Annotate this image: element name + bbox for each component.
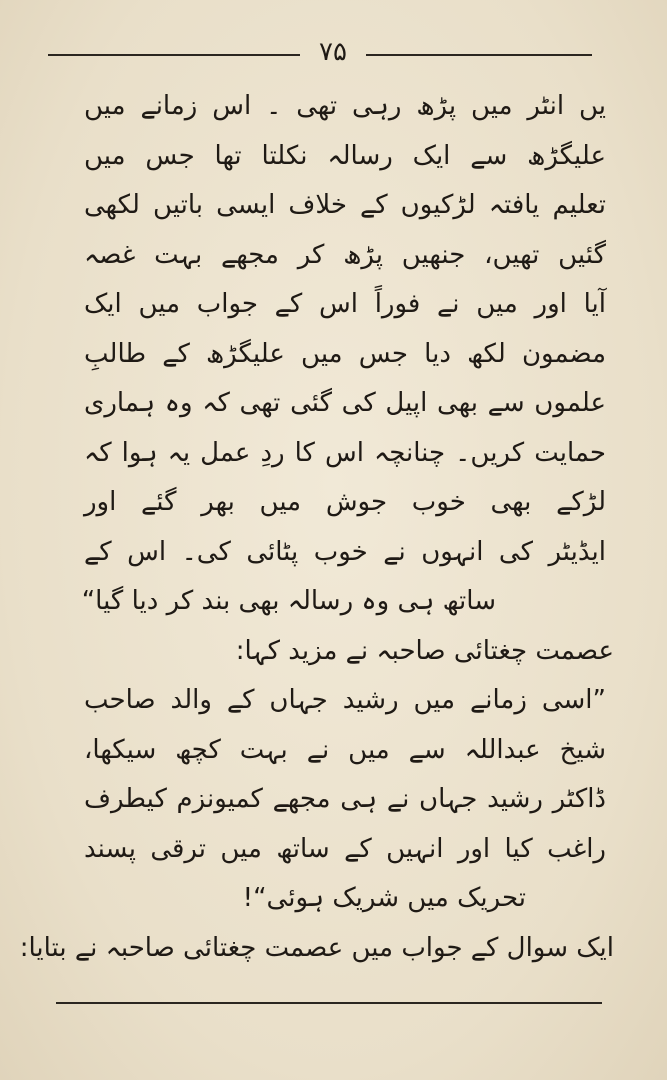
header-rule-right (366, 54, 592, 56)
text-line: لڑکے بھی خوب جوش میں بھر گئے اور (84, 487, 606, 517)
text-line: ساتھ ہی وہ رسالہ بھی بند کر دیا گیا“ (81, 586, 496, 616)
quote-line: ”اسی زمانے میں رشید جہاں کے والد صاحب (84, 685, 606, 715)
page-number: ۷۵ (319, 37, 347, 67)
quote-line: تحریک میں شریک ہوئی“! (242, 883, 526, 913)
quote-intro-line: عصمت چغتائی صاحبہ نے مزید کہا: (235, 635, 614, 666)
text-line: آیا اور میں نے فوراً اس کے جواب میں ایک (84, 289, 606, 319)
text-line: حمایت کریں۔ چنانچہ اس کا ردِ عمل یہ ہوا کہ (84, 437, 606, 468)
text-line: ایک سوال کے جواب میں عصمت چغتائی صاحبہ نے بتایا: (19, 932, 614, 963)
quote-line: شیخ عبداللہ سے میں نے بہت کچھ سیکھا، (84, 734, 606, 765)
text-line: ایڈیٹر کی انہوں نے خوب پٹائی کی۔ اس کے (84, 536, 606, 567)
text-line: علموں سے بھی اپیل کی گئی تھی کہ وہ ہماری (84, 388, 606, 418)
text-line: مضمون لکھ دیا جس میں علیگڑھ کے طالبِ (84, 338, 606, 369)
quote-line: راغب کیا اور انہیں کے ساتھ میں ترقی پسند (84, 833, 606, 864)
body-text (19, 82, 614, 973)
text-line: یں انٹر میں پڑھ رہی تھی ۔ اس زمانے میں (84, 91, 606, 121)
quote-line: ڈاکٹر رشید جہاں نے ہی مجھے کمیونزم کیطرف (84, 784, 606, 814)
text-line: گئیں تھیں، جنھیں پڑھ کر مجھے بہت غصہ (84, 239, 606, 270)
header-rule-left (48, 54, 300, 56)
footer-rule (56, 1002, 602, 1004)
text-line: علیگڑھ سے ایک رسالہ نکلتا تھا جس میں (84, 140, 606, 171)
text-line: تعلیم یافتہ لڑکیوں کے خلاف ایسی باتیں لکھی (84, 190, 606, 220)
